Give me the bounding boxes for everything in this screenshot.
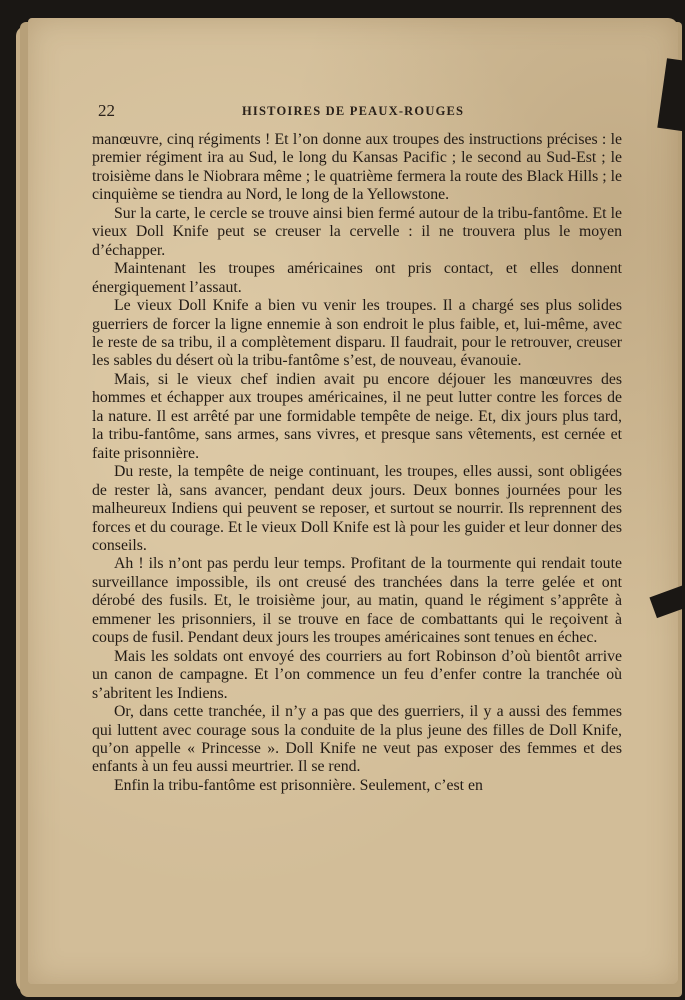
- paragraph: Or, dans cette tranchée, il n’y a pas que des guerriers, il y a aussi des femmes qui luttent avec courage sous la conduite de la plus jeune des filles de Doll Knife, qu’on appelle « Princesse ». Doll Knife ne veut pas exposer des femmes et des enfants à un feu aussi meurtrier. Il se rend.: [92, 703, 622, 776]
- paragraph: manœuvre, cinq régiments ! Et l’on donne aux troupes des instructions précises : le premier régiment ira au Sud, le long du Kansas Pacific ; le second au Sud-Est ; le troisième dans le Niobrara même ; le quatrième fermera la route des Black Hills ; le cinquième se tiendra au Nord, le long de la Yellowstone.: [92, 131, 622, 204]
- paragraph: Sur la carte, le cercle se trouve ainsi bien fermé autour de la tribu-fantôme. Et le vieux Doll Knife peut se creuser la cervelle : il ne trouvera plus le moyen d’échapper.: [92, 204, 622, 259]
- body-text: [92, 131, 622, 795]
- page-number: 22: [98, 101, 115, 120]
- paragraph: Le vieux Doll Knife a bien vu venir les troupes. Il a chargé ses plus solides guerriers de forcer la ligne ennemie à son endroit le plus faible, et, lui-même, avec le reste de sa tribu, il a complètement disparu. Il faudrait, pour le retrouver, creuser les sables du désert où la tribu-fantôme s’est, de nouveau, évanouie.: [92, 297, 622, 370]
- page-header: [98, 101, 620, 121]
- paragraph: Enfin la tribu-fantôme est prisonnière. Seulement, c’est en: [114, 776, 483, 794]
- paragraph: Ah ! ils n’ont pas perdu leur temps. Profitant de la tourmente qui rendait toute surveillance impossible, ils ont creusé des tranchées dans la terre gelée et ont dérobé des fusils. Et, le troisième jour, au matin, quand le régiment s’apprête à emmener les prisonniers, il se trouve en face de combattants qui le reçoivent à coups de fusil. Pendant deux jours les troupes américaines sont tenues en échec.: [92, 555, 622, 647]
- paragraph: Du reste, la tempête de neige continuant, les troupes, elles aussi, sont obligées de rester là, sans avancer, pendant deux jours. Deux bonnes journées pour les malheureux Indiens qui peuvent se reposer, et surtout se nourrir. Ils reprennent des forces et du courage. Et le vieux Doll Knife est là pour les guider et leur donner des conseils.: [92, 463, 622, 554]
- paragraph: Mais les soldats ont envoyé des courriers au fort Robinson d’où bientôt arrive un canon de campagne. Et l’on commence un feu d’enfer contre la tranchée où s’abritent les Indiens.: [92, 647, 622, 702]
- paragraph: Maintenant les troupes américaines ont pris contact, et elles donnent énergiquement l’assaut.: [92, 260, 622, 296]
- paragraph: Mais, si le vieux chef indien avait pu encore déjouer les manœuvres des hommes et échapper aux troupes américaines, il ne peut lutter contre les forces de la nature. Il est arrêté par une formidable tempête de neige. Et, dix jours plus tard, la tribu-fantôme, sans armes, sans vivres, et presque sans vêtements, est cernée et faite prisonnière.: [92, 370, 622, 462]
- running-title: HISTOIRES DE PEAUX-ROUGES: [242, 104, 465, 118]
